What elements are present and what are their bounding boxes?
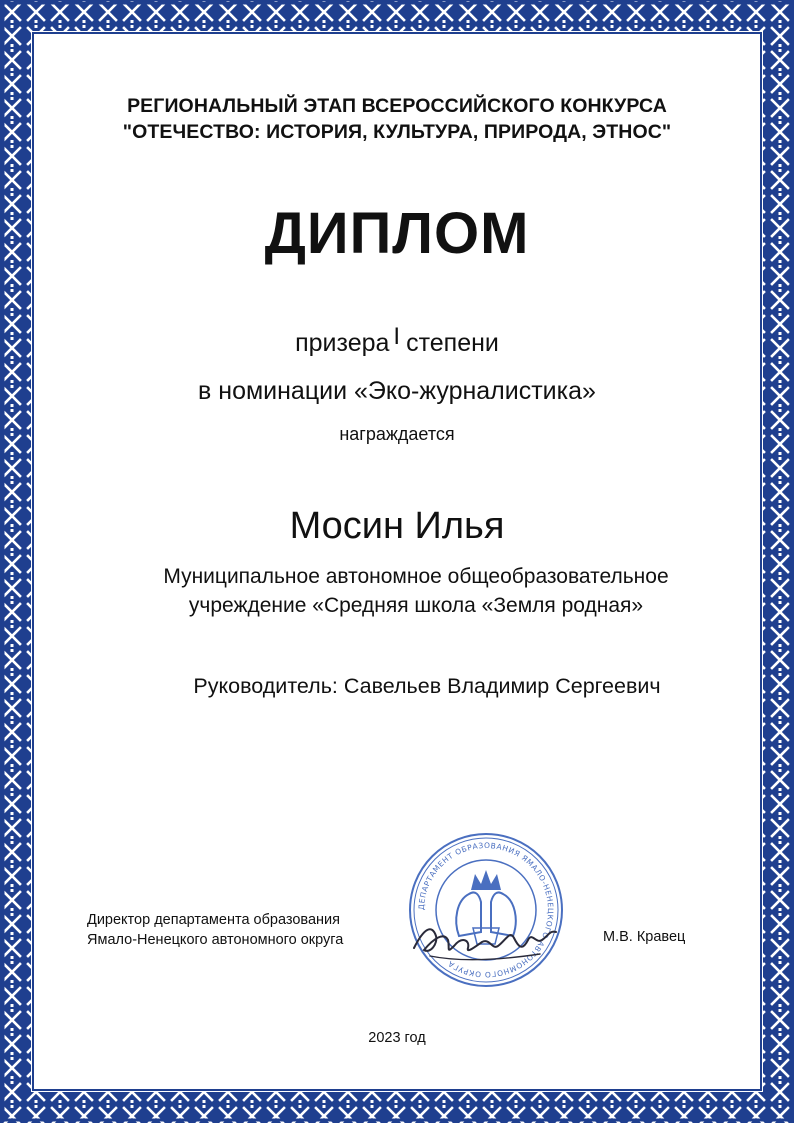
supervisor: Руководитель: Савельев Владимир Сергеевич: [193, 674, 661, 698]
organization-line1: Муниципальное автономное общеобразовательное: [163, 565, 669, 588]
recipient-name: Мосин Илья: [289, 505, 505, 547]
award-suffix: степени: [406, 329, 499, 357]
signature-mark: [410, 910, 560, 970]
award-degree-numeral: I: [393, 323, 401, 350]
nomination: в номинации «Эко-журналистика»: [198, 377, 596, 405]
position-line1: Директор департамента образования: [87, 912, 340, 928]
contest-title-line2: "ОТЕЧЕСТВО: ИСТОРИЯ, КУЛЬТУРА, ПРИРОДА, ЭТНОС": [122, 121, 672, 143]
svg-text:ДЕПАРТАМЕНТ ОБРАЗОВАНИЯ ЯМАЛО-: ДЕПАРТАМЕНТ ОБРАЗОВАНИЯ ЯМАЛО-НЕНЕЦКОГО АВТОНОМНОГО ОКРУГА: [416, 840, 556, 980]
organization-line2: учреждение «Средняя школа «Земля родная»: [188, 594, 644, 617]
signatory-name: М.В. Кравец: [603, 929, 686, 945]
signatory-position: [87, 910, 343, 950]
award-degree: [0, 323, 794, 358]
awarded-label: награждается: [339, 424, 455, 444]
contest-title-line1: РЕГИОНАЛЬНЫЙ ЭТАП ВСЕРОССИЙСКОГО КОНКУРСА: [127, 95, 667, 117]
year-label: 2023 год: [368, 1030, 426, 1046]
award-prefix: призера: [295, 329, 390, 357]
diploma-title: ДИПЛОМ: [264, 201, 530, 266]
position-line2: Ямало-Ненецкого автономного округа: [87, 932, 344, 948]
